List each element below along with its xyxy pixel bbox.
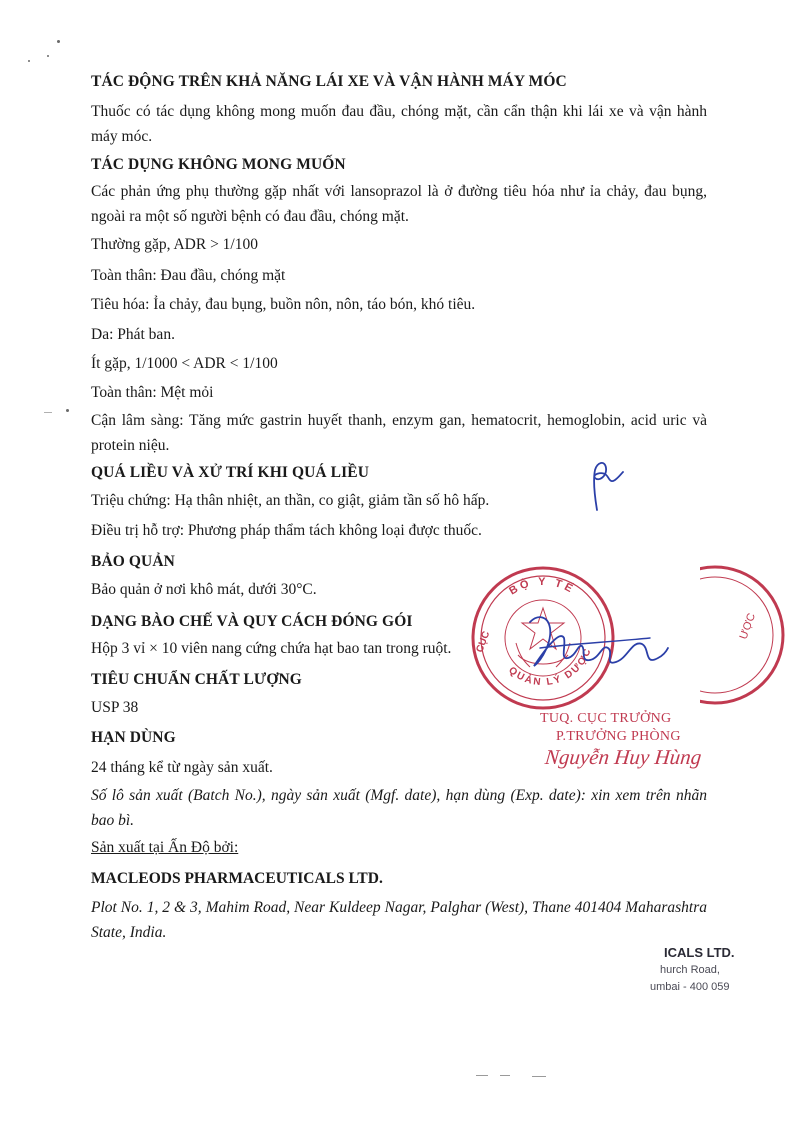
scan-mark [476, 1075, 488, 1076]
adverse-common: Thường gặp, ADR > 1/100 [91, 236, 258, 253]
overdose-symptoms: Triệu chứng: Hạ thân nhiệt, an thần, co giật, giảm tần số hô hấp. [91, 492, 490, 509]
company-stamp-line-2: hurch Road, [660, 964, 720, 976]
scan-speck [28, 60, 30, 62]
quality-body: USP 38 [91, 699, 139, 716]
adverse-uncommon: Ít gặp, 1/1000 < ADR < 1/100 [91, 355, 278, 372]
stamp-line-2: P.TRƯỞNG PHÒNG [556, 729, 681, 744]
heading-overdose: QUÁ LIỀU VÀ XỬ TRÍ KHI QUÁ LIỀU [91, 464, 369, 481]
signature-director [520, 608, 670, 676]
signature-initials [585, 458, 625, 516]
heading-driving: TÁC ĐỘNG TRÊN KHẢ NĂNG LÁI XE VÀ VẬN HÀNH MÁY MÓC [91, 73, 567, 90]
heading-expiry: HẠN DÙNG [91, 729, 176, 746]
adverse-common-gi: Tiêu hóa: Ỉa chảy, đau bụng, buồn nôn, nôn, táo bón, khó tiêu. [91, 296, 476, 313]
company-stamp-line-1: ICALS LTD. [664, 945, 735, 960]
driving-body: Thuốc có tác dụng không mong muốn đau đầu, chóng mặt, cần cẩn thận khi lái xe và vận hành máy móc. [91, 103, 707, 145]
adverse-uncommon-general: Toàn thân: Mệt mỏi [91, 384, 214, 401]
stamp-signatory: Nguyễn Huy Hùng [543, 745, 703, 769]
storage-body: Bảo quản ở nơi khô mát, dưới 30°C. [91, 581, 317, 598]
manufacturer-address: Plot No. 1, 2 & 3, Mahim Road, Near Kuldeep Nagar, Palghar (West), Thane 401404 Maharashtra State, India. [91, 899, 707, 941]
expiry-note: Số lô sản xuất (Batch No.), ngày sản xuất (Mgf. date), hạn dùng (Exp. date): xin xem trên nhãn bao bì. [91, 787, 707, 829]
heading-storage: BẢO QUẢN [91, 553, 175, 570]
adverse-common-general: Toàn thân: Đau đầu, chóng mặt [91, 267, 286, 284]
svg-text:BỘ Y TẾ [507, 576, 577, 597]
scan-mark [532, 1076, 546, 1077]
scan-speck [66, 409, 69, 412]
stamp-line-1: TUQ. CỤC TRƯỞNG [540, 711, 672, 726]
scan-speck [44, 412, 52, 413]
scan-speck [57, 40, 60, 43]
heading-adverse-effects: TÁC DỤNG KHÔNG MONG MUỐN [91, 156, 346, 173]
expiry-body: 24 tháng kể từ ngày sản xuất. [91, 759, 273, 776]
seal-ring-left: CỤC [474, 629, 493, 655]
adverse-uncommon-lab: Cận lâm sàng: Tăng mức gastrin huyết thanh, enzym gan, hematocrit, hemoglobin, acid uric và protein niệu. [91, 412, 707, 454]
manufacturer-label: Sản xuất tại Ấn Độ bởi: [91, 839, 239, 856]
partial-stamp-text: ƯỢC [737, 611, 758, 642]
scan-mark [500, 1075, 510, 1076]
dosage-form-body: Hộp 3 vỉ × 10 viên nang cứng chứa hạt bao tan trong ruột. [91, 640, 452, 657]
manufacturer-name: MACLEODS PHARMACEUTICALS LTD. [91, 870, 383, 887]
seal-ring-bottom: QUẢN LÝ DƯỢC [506, 645, 595, 689]
adverse-intro: Các phản ứng phụ thường gặp nhất với lansoprazol là ở đường tiêu hóa như ỉa chảy, đau bụng, ngoài ra một số người bệnh có đau đầu, chóng mặt. [91, 183, 707, 225]
heading-quality: TIÊU CHUẨN CHẤT LƯỢNG [91, 671, 302, 688]
seal-ring-top: BỘ Y TẾ [507, 575, 578, 598]
company-stamp-line-3: umbai - 400 059 [650, 981, 730, 993]
partial-stamp-ring [700, 560, 799, 710]
heading-dosage-form: DẠNG BÀO CHẾ VÀ QUY CÁCH ĐÓNG GÓI [91, 613, 413, 630]
overdose-treatment: Điều trị hỗ trợ: Phương pháp thẩm tách không loại được thuốc. [91, 522, 482, 539]
adverse-common-skin: Da: Phát ban. [91, 326, 175, 343]
scan-speck [47, 55, 49, 57]
